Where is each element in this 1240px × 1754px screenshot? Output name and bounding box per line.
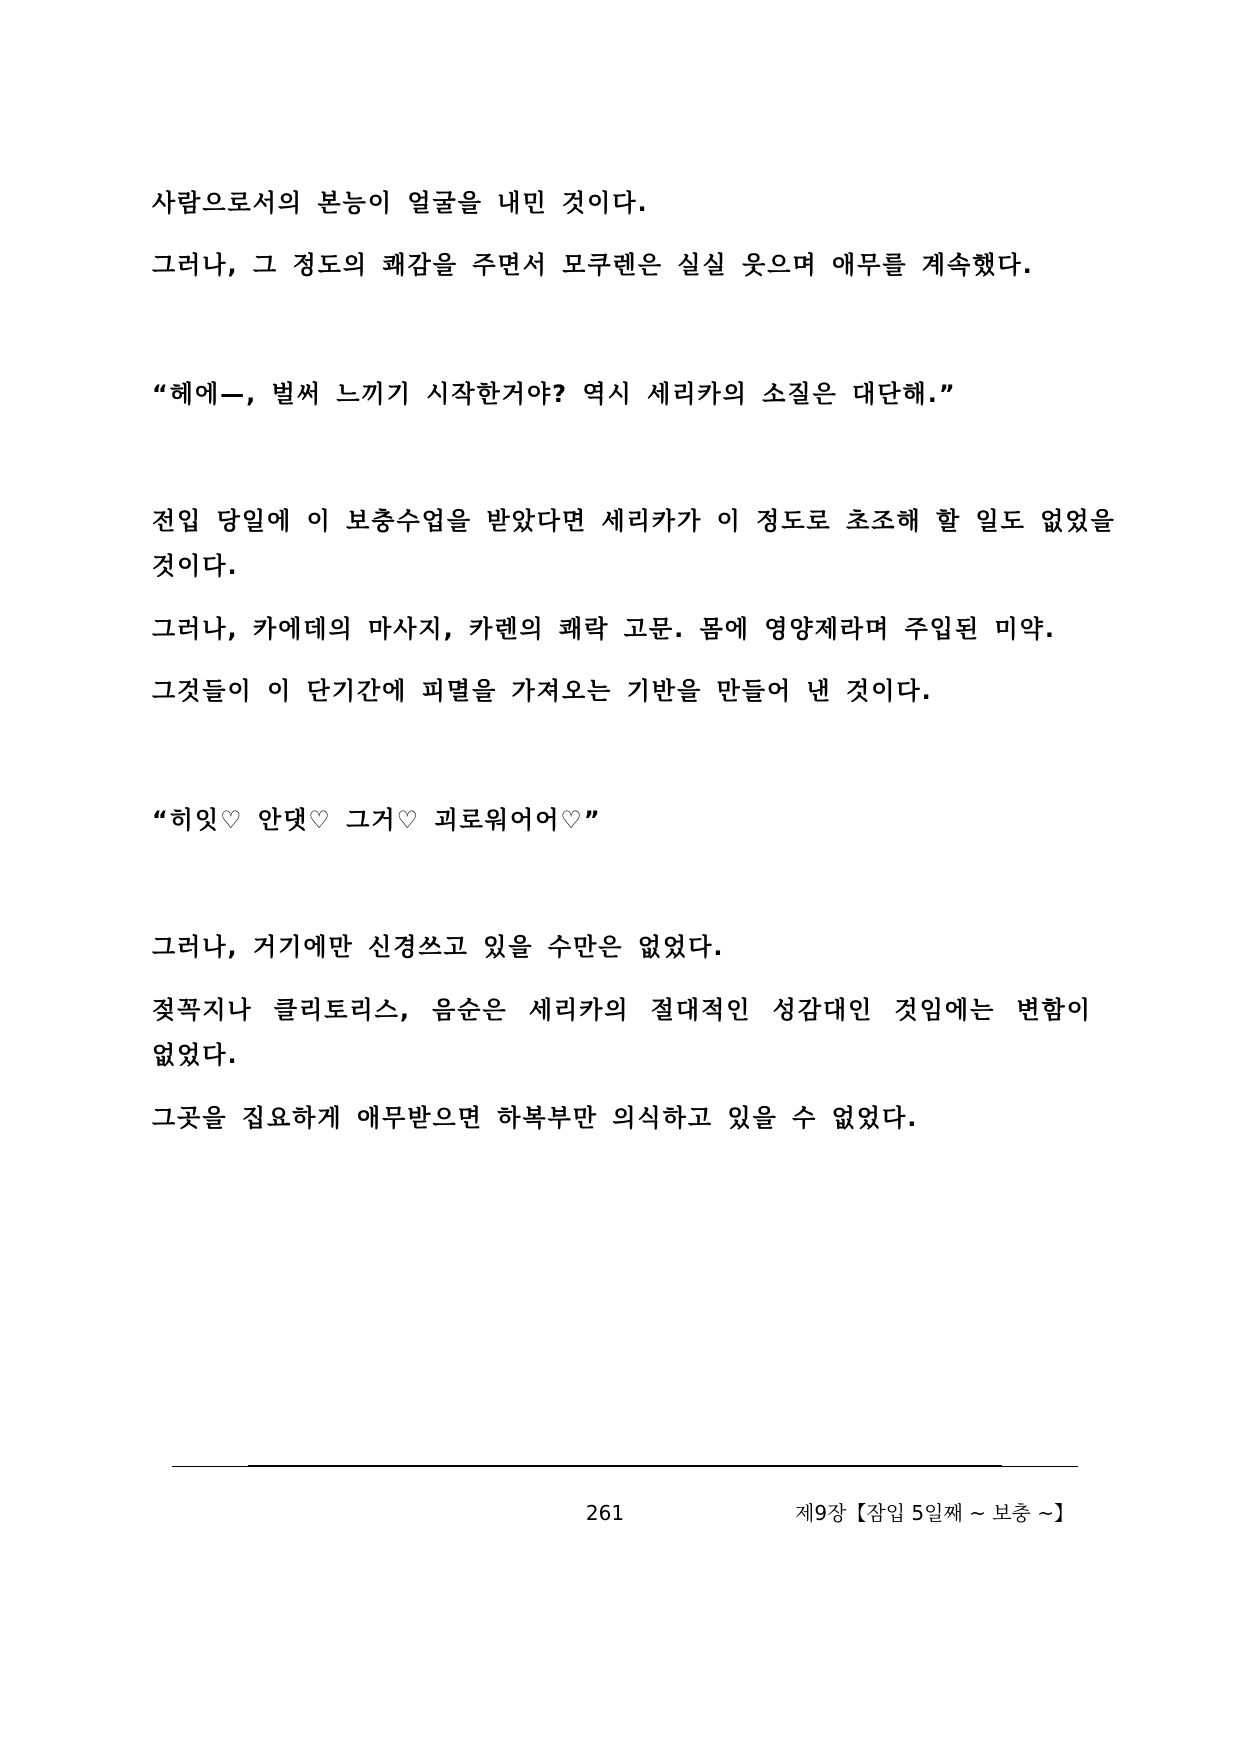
paragraph-line: 전입 당일에 이 보충수업을 받았다면 세리카가 이 정도로 초조해 할 일도 없었을 [152,507,1116,535]
paragraph-line: 그러나, 그 정도의 쾌감을 주면서 모쿠렌은 실실 웃으며 애무를 계속했다. [152,251,1034,279]
footer-divider-strong [248,1465,1002,1467]
paragraph-line: 없었다. [152,1041,239,1069]
paragraph-line: 그러나, 카에데의 마사지, 카렌의 쾌락 고문. 몸에 영양제라며 주입된 미약. [152,615,1057,643]
running-chapter-title: 제9장【잠입 5일째 ~ 보충 ~】 [795,1501,1074,1525]
paragraph-line: 그것들이 이 단기간에 피멸을 가져오는 기반을 만들어 낸 것이다. [152,677,933,705]
dialogue-line: “히잇♡ 안댓♡ 그거♡ 괴로워어어♡” [152,806,602,834]
paragraph-line: 그곳을 집요하게 애무받으면 하복부만 의식하고 있을 수 없었다. [152,1104,919,1132]
paragraph-line: 사람으로서의 본능이 얼굴을 내민 것이다. [152,189,649,217]
paragraph-line: 것이다. [152,552,239,580]
page-number: 261 [585,1501,625,1525]
paragraph-line: 그러나, 거기에만 신경쓰고 있을 수만은 없었다. [152,933,725,961]
dialogue-line: “헤에—, 벌써 느끼기 시작한거야? 역시 세리카의 소질은 대단해.” [152,380,957,408]
paragraph-line: 젖꼭지나 클리토리스, 음순은 세리카의 절대적인 성감대인 것임에는 변함이 [152,996,1092,1024]
